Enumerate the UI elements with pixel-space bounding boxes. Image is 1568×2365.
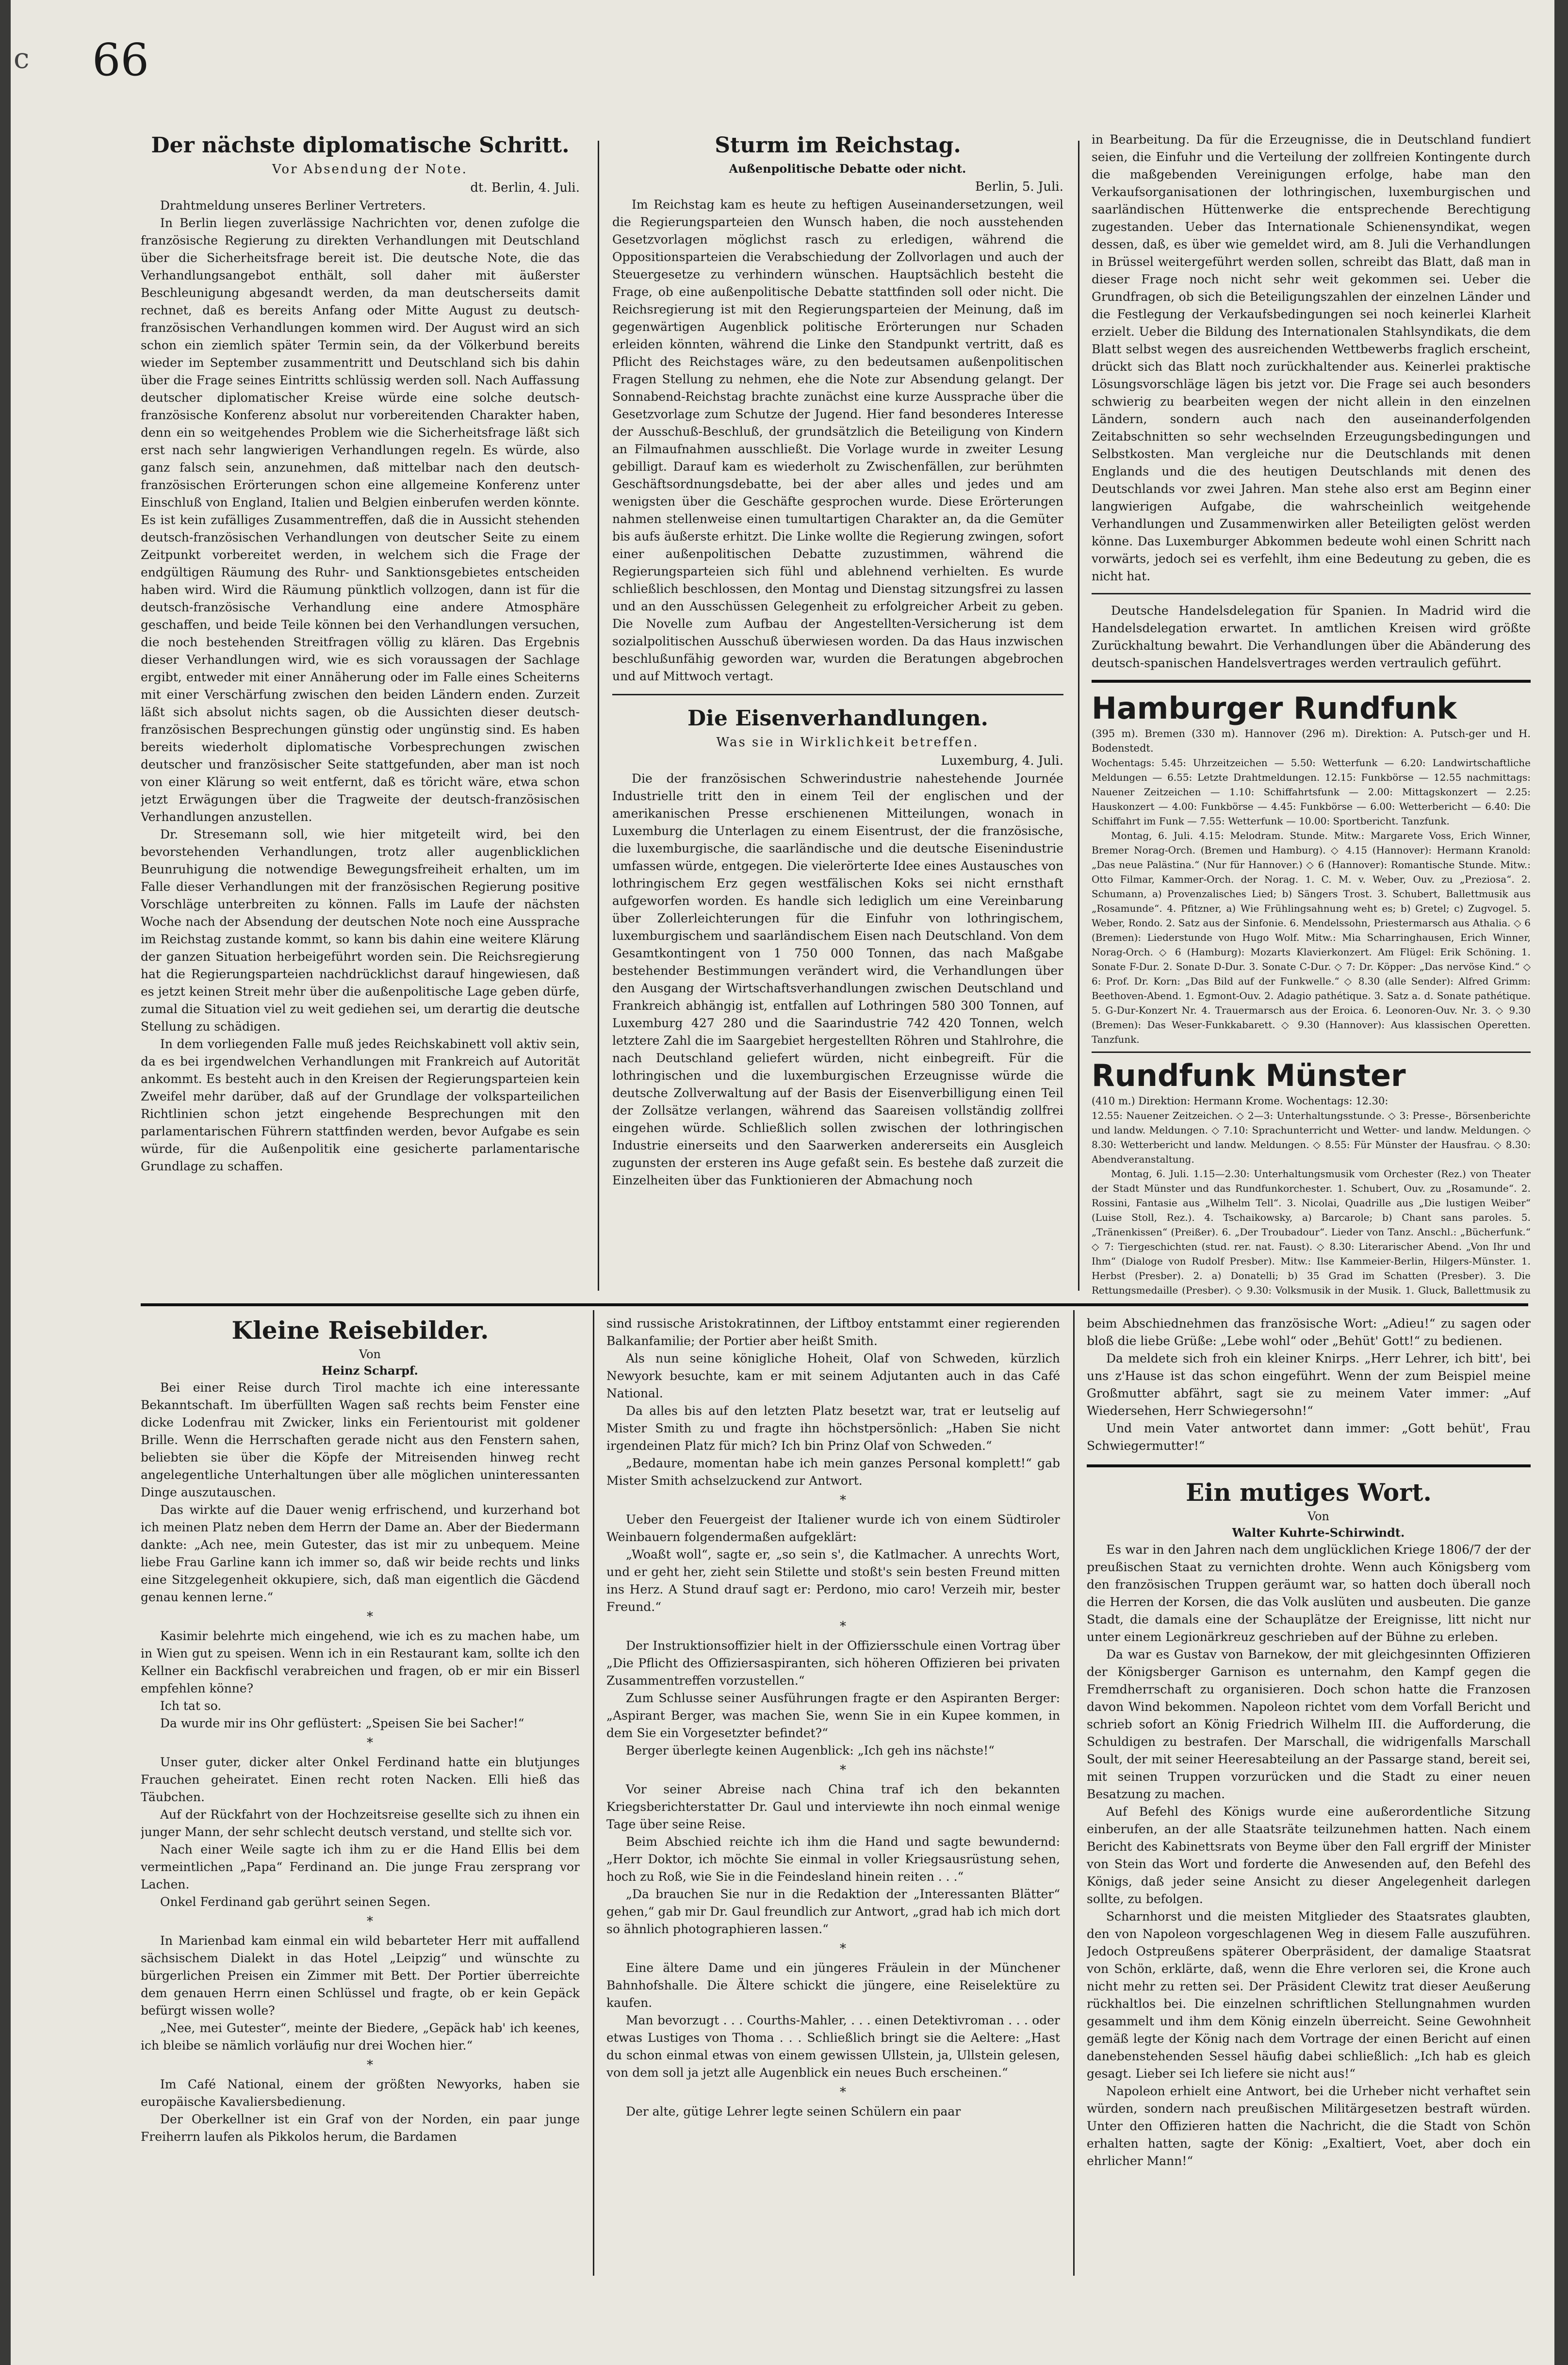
byline-von: Von — [359, 1347, 381, 1361]
edge-mark: c — [14, 42, 30, 75]
paragraph: In dem vorliegenden Falle muß jedes Reichskabinett voll aktiv sein, da es bei irgendwelchen Verhandlungen mit Frankreich auf Autorität ankommt. Es besteht auch in den Kreisen der Regierungsparteien kein Zweifel mehr darüber, daß auf der Grundlage der volksparteilichen Richtlinien schon jetzt eingehende Besprechungen mit den parlamentarischen Führern stattfinden werden, bevor Aufgabe es sein würde, für die Außenpolitik eine gesicherte parlamentarische Grundlage zu schaffen. — [141, 1037, 580, 1173]
paragraph: Und mein Vater antwortet dann immer: „Gott behüt', Frau Schwiegermutter!“ — [1087, 1421, 1531, 1453]
paragraph: Unser guter, dicker alter Onkel Ferdinand hatte ein blutjunges Frauchen geheiratet. Einen recht roten Nacken. Elli hieß das Täubchen. — [141, 1755, 580, 1804]
subheadline: Was sie in Wirklichkeit betreffen. — [716, 735, 979, 750]
headline: Ein mutiges Wort. — [1186, 1478, 1432, 1507]
paragraph: Eine ältere Dame und ein jüngeres Fräulein in der Münchener Bahnhofshalle. Die Ältere schickt die jüngere, eine Reiselektüre zu kaufen. — [606, 1961, 1060, 2010]
headline: Kleine Reisebilder. — [231, 1316, 489, 1345]
page-number: 66 — [92, 34, 149, 86]
article-travel-pictures — [141, 1315, 580, 2276]
separator-star: * — [367, 2058, 373, 2072]
scan-border-right — [1554, 0, 1568, 2365]
article-divider — [1092, 593, 1531, 594]
separator-star: * — [840, 1493, 846, 1508]
paragraph: „Da brauchen Sie nur in die Redaktion der „Interessanten Blätter“ gehen,“ gab mir Dr. Gaul freundlich zur Antwort, „grad hab ich mich dort so ähnlich photographieren lassen.“ — [606, 1887, 1060, 1936]
dateline: dt. Berlin, 4. Juli. — [470, 181, 580, 195]
radio-divider — [1092, 1051, 1531, 1053]
paragraph: In Marienbad kam einmal ein wild bebarteter Herr mit auffallend sächsischem Dialekt in das Hotel „Leipzig“ und wünschte zu bürgerlichen Preisen ein Zimmer mit Bett. Der Portier überreichte dem genauen Herrn einen Schlüssel und fragte, ob er kein Gepäck befürgt wissen wolle? — [141, 1934, 580, 2018]
paragraph: Dr. Stresemann soll, wie hier mitgeteilt wird, bei den bevorstehenden Verhandlungen, trotz aller augenblicklichen Beunruhigung die notwendige Bewegungsfreiheit erhalten, um im Falle dieser Verhandlungen mit der französischen Regierung positive Vorschläge unterbreiten zu können. Falls im Laufe der nächsten Woche nach der Absendung der deutschen Note noch eine Aussprache im Reichstag zustande kommt, so kann bis dahin eine weitere Klärung der ganzen Situation herbeigeführt worden sein. Die Reichsregierung hat die Regierungsparteien nachdrücklichst darauf hingewiesen, daß es jetzt keinen Streit mehr über die außenpolitische Lage geben dürfe, zumal die Situation viel zu weit gediehen sei, um derartig die deutsche Stellung zu schädigen. — [141, 827, 580, 1034]
separator-star: * — [840, 2085, 846, 2100]
radio-muenster-program: Montag, 6. Juli. 1.15—2.30: Unterhaltungsmusik vom Orchester (Rez.) von Theater der Stadt Münster und das Rundfunkorchester. 1. Schubert, Ouv. zu „Rosamunde“. 2. Rossini, Fantasie aus „Wilhelm Tell“. 3. Nicolai, Quadrille aus „Die lustigen Weiber“ (Luise Stoll, Rez.). 4. Tschaikowsky, a) Barcarole; b) Chant sans paroles. 5. „Tränenkissen“ (Preißer). 6. „Der Troubadour“. Lieder von Tanz. Anschl.: „Bücherfunk.“ ◇ 7: Tiergeschichten (stud. rer. nat. Faust). ◇ 8.30: Literarischer Abend. „Von Ihr und Ihm“ (Dialoge von Rudolf Presber). Mitw.: Ilse Kammeier-Berlin, Hilgers-Münster. 1. Herbst (Presber). 2. a) Donatelli; b) 35 Grad im Schatten (Presber). 3. Die Rettungsmedaille (Presber). ◇ 9.30: Volksmusik in der Musik. 1. Gluck, Ballettmusik zu — [1092, 1168, 1531, 1296]
travel-pictures-continued — [606, 1315, 1060, 2276]
radio-hamburg-header: (395 m). Bremen (330 m). Hannover (296 m). Direktion: A. Putsch-ger und H. Bodenstedt. — [1092, 728, 1531, 754]
paragraph: Kasimir belehrte mich eingehend, wie ich es zu machen habe, um in Wien gut zu speisen. Wenn ich in ein Restaurant kam, sollte ich den Kellner ein Backfischl verabreichen und fragen, ob er mir ein Bisserl empfehlen könne? — [141, 1629, 580, 1695]
article-reichstag — [612, 131, 1063, 1296]
paragraph: Nach einer Weile sagte ich ihm zu er die Hand Ellis bei dem vermeintlichen „Papa“ Ferdinand an. Die junge Frau zersprang vor Lachen. — [141, 1842, 580, 1891]
section-divider — [141, 1303, 1528, 1306]
paragraph: Vor seiner Abreise nach China traf ich den bekannten Kriegsberichterstatter Dr. Gaul und interviewte ihn noch einmal wenige Tage über seine Reise. — [606, 1782, 1060, 1831]
paragraph: Als nun seine königliche Hoheit, Olaf von Schweden, kürzlich Newyork besuchte, kam er mit seinem Adjutanten auch in das Café National. — [606, 1351, 1060, 1400]
subheadline: Außenpolitische Debatte oder nicht. — [729, 162, 966, 176]
separator-star: * — [367, 1914, 373, 1929]
radio-hamburg-title: Hamburger Rundfunk — [1092, 690, 1457, 726]
paragraph: Zum Schlusse seiner Ausführungen fragte er den Aspiranten Berger: „Aspirant Berger, was machen Sie, wenn Sie in ein Kupee kommen, in dem Sie ein Vorgesetzter befindet?“ — [606, 1691, 1060, 1740]
paragraph: Onkel Ferdinand gab gerührt seinen Segen. — [160, 1895, 431, 1909]
paragraph: Der Oberkellner ist ein Graf von der Norden, ein paar junge Freiherrn laufen als Pikkolos herum, die Bardamen — [141, 2112, 580, 2144]
paragraph: Napoleon erhielt eine Antwort, bei die Urheber nicht verhaftet sein würden, sondern nach preußischen Militärgesetzen bestraft würden. Unter den Offizieren hatten die Nachricht, die die Stadt von Schön erhalten hatten, sagte der König: „Exaltiert, Voet, aber doch ein ehrlicher Mann!“ — [1087, 2084, 1531, 2168]
subheadline: Vor Absendung der Note. — [272, 162, 468, 177]
paragraph: beim Abschiednehmen das französische Wort: „Adieu!“ zu sagen oder bloß die liebe Grüße: „Lebe wohl“ oder „Behüt' Gott!“ zu bedienen. — [1087, 1316, 1531, 1348]
paragraph: Da war es Gustav von Barnekow, der mit gleichgesinnten Offizieren der Königsberger Garnison es unternahm, den Kampf gegen die Fremdherrschaft zu organisieren. Doch schon hatte die Franzosen davon Wind bekommen. Napoleon richtet vom dem Vorfall Bericht und schrieb sofort an König Friedrich Wilhelm III. die Aufforderung, die Schuldigen zu bestrafen. Der Marschall, die widrigenfalls Marschall Soult, der mit seiner Heeresabteilung an der Passarge stand, bereit sei, mit seinen Truppen vorzurücken und die Stadt zu einer neuen Besatzung zu machen. — [1087, 1647, 1531, 1801]
paragraph: Bei einer Reise durch Tirol machte ich eine interessante Bekanntschaft. Im überfüllten Wagen saß rechts beim Fenster eine dicke Lodenfrau mit Zwicker, links ein Ferientourist mit goldener Brille. Wenn die Herrschaften gerade nicht aus den Fenstern sahen, beliebten sie über die Köpfe der Mitreisenden hinweg recht angelegentliche Unterhaltungen über alle möglichen uninteressanten Dinge auszutauschen. — [141, 1380, 580, 1499]
headline: Sturm im Reichstag. — [715, 133, 961, 158]
paragraph: Ich tat so. — [160, 1699, 222, 1713]
article-divider — [1087, 1464, 1531, 1467]
paragraph: „Nee, mei Gutester“, meinte der Biedere, „Gepäck hab' ich keenes, ich bleibe se nämlich vorläufig nur drei Wochen hier.“ — [141, 2021, 580, 2053]
article-brave-word — [1087, 1315, 1531, 2276]
author: Heinz Scharpf. — [322, 1363, 418, 1378]
headline: Die Eisenverhandlungen. — [687, 706, 988, 731]
radio-hamburg — [1092, 690, 1531, 1047]
paragraph: Der alte, gütige Lehrer legte seinen Schülern ein paar — [626, 2104, 961, 2119]
paragraph: Drahtmeldung unseres Berliner Vertreters. — [160, 198, 426, 213]
article-divider — [612, 694, 1063, 695]
radio-muenster-schedule: 12.55: Nauener Zeitzeichen. ◇ 2—3: Unterhaltungsstunde. ◇ 3: Presse-, Börsenberichte und landw. Meldungen. ◇ 7.10: Sprachunterricht und Wetter- und landw. Meldungen. ◇ 8.30: Wetterbericht und landw. Meldungen. ◇ 8.55: Für Münster der Hausfrau. ◇ 8.30: Abendveranstaltung. — [1092, 1110, 1531, 1165]
headline: Der nächste diplomatische Schritt. — [151, 133, 570, 158]
paragraph: Da alles bis auf den letzten Platz besetzt war, trat er leutselig auf Mister Smith zu und fragte ihn höchstpersönlich: „Haben Sie nicht irgendeinen Platz für mich? Ich bin Prinz Olaf von Schweden.“ — [606, 1404, 1060, 1453]
radio-hamburg-program: Montag, 6. Juli. 4.15: Melodram. Stunde. Mitw.: Margarete Voss, Erich Winner, Bremer Norag-Orch. (Bremen und Hamburg). ◇ 4.15 (Hannover): Hermann Kranold: „Das neue Palästina.“ (Nur für Hannover.) ◇ 6 (Hannover): Romantische Stunde. Mitw.: Otto Filmar, Kammer-Orch. der Norag. 1. C. M. v. Weber, Ouv. zu „Preziosa“. 2. Schumann, a) Provenzalisches Lied; b) Sängers Trost. 3. Schubert, Ballettmusik aus „Rosamunde“. 4. Pfitzner, a) Wie Frühlingsahnung weht es; b) Gretel; c) Zugvogel. 5. Weber, Rondo. 2. Satz aus der Sinfonie. 6. Mendelssohn, Priestermarsch aus Athalia. ◇ 6 (Bremen): Liederstunde von Hugo Wolf. Mitw.: Mia Scharringhausen, Erich Winner, Norag-Orch. ◇ 6 (Hamburg): Mozarts Klavierkonzert. Am Flügel: Erik Schöning. 1. Sonate F-Dur. 2. Sonate D-Dur. 3. Sonate C-Dur. ◇ 7: Dr. Köpper: „Das nervöse Kind.“ ◇ 6: Prof. Dr. Korn: „Das Bild auf der Funkwelle.“ ◇ 8.30 (alle Sender): Alfred Grimm: Beethoven-Abend. 1. Egmont-Ouv. 2. Adagio pathétique. 3. Satz a. d. Sonate pathétique. 5. G-Dur-Konzert Nr. 4. Trauermarsch aus der Eroica. 6. Leonoren-Ouv. Nr. 3. ◇ 9.30 (Bremen): Das Weser-Funkkabarett. ◇ 9.30 (Hannover): Aus klassischen Operetten. Tanzfunk. — [1092, 830, 1531, 1045]
paragraph: „Bedaure, momentan habe ich mein ganzes Personal komplett!“ gab Mister Smith achselzuckend zur Antwort. — [606, 1456, 1060, 1488]
paragraph: Da meldete sich froh ein kleiner Knirps. „Herr Lehrer, ich bitt', bei uns z'Hause ist das schon eingeführt. Wenn der zum Beispiel meine Großmutter abfährt, sagt sie zu meinem Vater immer: „Auf Wiedersehen, Herr Schwiegersohn!“ — [1087, 1351, 1531, 1418]
paragraph: Im Café National, einem der größten Newyorks, haben sie europäische Kavaliersbedienung. — [141, 2077, 580, 2109]
radio-muenster-header: (410 m.) Direktion: Hermann Krome. Wochentags: 12.30: — [1092, 1095, 1388, 1107]
paragraph: Beim Abschied reichte ich ihm die Hand und sagte bewundernd: „Herr Doktor, ich möchte Sie einmal in voller Kriegsausrüstung sehen, hoch zu Roß, wie Sie in die Feindesland hinein reiten . . .“ — [606, 1835, 1060, 1884]
column-rule — [598, 141, 599, 1291]
paragraph: „Woaßt woll“, sagte er, „so sein s', die Katlmacher. A unrechts Wort, und er geht her, zieht sein Stilette und stoßt's sein besten Freund mitten ins Herz. A Stund drauf sagt er: Perdono, mio caro! Verzeih mir, bester Freund.“ — [606, 1547, 1060, 1614]
separator-star: * — [367, 1736, 373, 1750]
paragraph: Auf der Rückfahrt von der Hochzeitsreise gesellte sich zu ihnen ein junger Mann, der sehr schlecht deutsch verstand, und stellte sich vor. — [141, 1807, 580, 1839]
paragraph: Ueber den Feuergeist der Italiener wurde ich von einem Südtiroler Weinbauern folgendermaßen aufgeklärt: — [606, 1512, 1060, 1544]
column-rule — [1073, 1310, 1075, 2276]
article-diplomatic-step — [141, 131, 580, 1296]
author: Walter Kuhrte-Schirwindt. — [1232, 1526, 1405, 1540]
notice: Deutsche Handelsdelegation für Spanien. In Madrid wird die Handelsdelegation erwartet. In amtlichen Kreisen wird größte Zurückhaltung bewahrt. Die Verhandlungen über die Abänderung des deutsch-spanischen Handelsvertrages werden vertraulich geführt. — [1092, 604, 1531, 670]
byline-von: Von — [1307, 1510, 1330, 1523]
column-rule — [593, 1310, 594, 2276]
paragraph: Im Reichstag kam es heute zu heftigen Auseinandersetzungen, weil die Regierungsparteien den Wunsch haben, die noch ausstehenden Gesetzvorlagen möglichst rasch zu erledigen, während die Oppositionsparteien die Verabschiedung der Zollvorlagen und auch der Steuergesetze zu verhindern wünschen. Hauptsächlich besteht die Frage, ob eine außenpolitische Debatte stattfinden soll oder nicht. Die Reichsregierung ist mit den Regierungsparteien der Meinung, daß im gegenwärtigen Augenblick politische Erörterungen nur Schaden erleiden könnten, während die Linke den Standpunkt vertritt, daß es Pflicht des Reichstages wäre, zu den bedeutsamen außenpolitischen Fragen Stellung zu nehmen, ehe die Note zur Absendung gelangt. Der Sonnabend-Reichstag brachte zunächst eine kurze Aussprache über die Gesetzvorlage zum Schutze der Jugend. Hier fand besonderes Interesse der Ausschuß-Beschluß, der grundsätzlich die Beteiligung von Kindern an Filmaufnahmen ausschließt. Die Vorlage wurde in zweiter Lesung gebilligt. Darauf kam es wiederholt zu Zwischenfällen, zur berühmten Geschäftsordnungsdebatte, bei der aber alles und jedes und am wenigsten über die Geschäfte gesprochen wurde. Diese Erörterungen nahmen stellenweise einen tumultartigen Charakter an, da die Gemüter bis aufs äußerste erhitzt. Die Linke wollte die Regierung zwingen, sofort einer außenpolitischen Debatte zuzustimmen, während die Regierungsparteien sich fühl und ablehnend verhielten. Es wurde schließlich beschlossen, den Montag und Dienstag sitzungsfrei zu lassen und an den Ausschüssen Gelegenheit zu erfolgreicher Arbeit zu geben. Die Novelle zum Aufbau der Angestellten-Versicherung ist dem sozialpolitischen Ausschuß überwiesen worden. Da das Haus inzwischen beschlußunfähig geworden war, wurden die Beratungen abgebrochen und auf Mittwoch vertagt. — [612, 197, 1063, 683]
radio-muenster-title: Rundfunk Münster — [1092, 1058, 1406, 1093]
paragraph: Berger überlegte keinen Augenblick: „Ich geh ins nächste!“ — [626, 1743, 995, 1757]
paragraph: In Berlin liegen zuverlässige Nachrichten vor, denen zufolge die französische Regierung zu direkten Verhandlungen mit Deutschland über die Sicherheitsfrage bereit ist. Die deutsche Note, die das Verhandlungsangebot enthält, soll daher mit äußerster Beschleunigung abgesandt werden, da man deutscherseits damit rechnet, daß es bereits Anfang oder Mitte August zu deutsch-französischen Verhandlungen kommen wird. Der August wird an sich schon ein ziemlich später Termin sein, da der Völkerbund bereits wieder im September zusammentritt und Deutschland sich bis dahin über die Frage seines Eintritts schlüssig werden soll. Nach Auffassung deutscher diplomatischer Kreise würde eine solche deutsch-französische Konferenz absolut nur vorbereitenden Charakter haben, denn ein so weitgehendes Problem wie die Sicherheitsfrage läßt sich erst nach sehr langwierigen Verhandlungen regeln. Es würde, also ganz falsch sein, anzunehmen, daß mittelbar nach den deutsch-französischen Erörterungen schon eine allgemeine Konferenz unter Einschluß von England, Italien und Belgien einberufen werden könnte. Es ist kein zufälliges Zusammentreffen, daß die in Aussicht stehenden deutsch-französischen Verhandlungen von deutscher Seite zu einem Zeitpunkt vorbereitet werden, in welchem sich die Frage der endgültigen Räumung des Ruhr- und Sanktionsgebietes entscheiden haben wird. Wird die Räumung pünktlich vollzogen, dann ist für die deutsch-französische Verhandlung eine andere Atmosphäre geschaffen, und beide Teile können bei den Verhandlungen versuchen, die noch bestehenden Streitfragen völlig zu klären. Das Ergebnis dieser Verhandlungen wird, wie es sich voraussagen der Sachlage ergibt, entweder mit einer Annäherung oder im Falle eines Scheiterns mit einer Verschärfung zwischen den beiden Ländern enden. Zurzeit läßt sich absolut nichts sagen, ob die Aussichten dieser deutsch-französischen Besprechungen günstig oder ungünstig sind. Es haben bereits wiederholt diplomatische Vorbesprechungen zwischen deutscher und französischer Seite stattgefunden, aber man ist noch von einer Klärung so weit entfernt, daß es töricht wäre, etwa schon jetzt Erwägungen über die Tragweite der deutsch-französischen Verhandlungen anzustellen. — [141, 216, 580, 824]
radio-muenster — [1092, 1058, 1531, 1296]
separator-star: * — [367, 1610, 373, 1624]
paragraph: Die der französischen Schwerindustrie nahestehende Journée Industrielle tritt den in einem Teil der englischen und der amerikanischen Presse erschienenen Mitteilungen, wonach in Luxemburg die Unterlagen zu einem Eisentrust, der die französische, die luxemburgische, die saarländische und die deutsche Eisenindustrie umfassen würde, entgegen. Die vielerörterte Idee eines Austausches von lothringischem Erz gegen westfälischen Koks sei nicht ernsthaft aufgeworfen worden. Es handle sich lediglich um eine Vereinbarung über Zollerleichterungen für die Einfuhr von lothringischem, luxemburgischem und saarländischem Eisen nach Deutschland. Von dem Gesamtkontingent von 1 750 000 Tonnen, das nach Maßgabe bestehender Bestimmungen verändert wird, die Verhandlungen über den Ausgang der Wirtschaftsverhandlungen zwischen Deutschland und Frankreich abhängig ist, entfallen auf Lothringen 580 300 Tonnen, auf Luxemburg 427 280 und die Saarindustrie 742 420 Tonnen, welch letztere Zahl die im Saargebiet hergestellten Röhren und Stahlrohre, die nach Deutschland geliefert würden, nicht einbegreift. Für die lothringischen und die luxemburgischen Erzeugnisse würde die deutsche Zollverwaltung auf der Basis der Eisenverbilligung einen Teil der Zollsätze verlangen, während das Saareisen vollständig zollfrei eingehen würde. Schließlich sollen zwischen der lothringischen Industrie einerseits und den Saarwerken andererseits ein Ausgleich zugunsten der ersteren ins Auge gefaßt sein. Es bestehe daß zurzeit die Einzelheiten über das Funktionieren der Abmachung noch — [612, 772, 1063, 1187]
paragraph: Der Instruktionsoffizier hielt in der Offiziersschule einen Vortrag über „Die Pflicht des Offiziersaspiranten, sich höheren Offizieren bei privaten Zusammentreffen vorzustellen.“ — [606, 1639, 1060, 1688]
scan-border-left — [0, 0, 11, 2365]
column-three — [1092, 131, 1531, 1296]
radio-divider — [1092, 680, 1531, 683]
paragraph: sind russische Aristokratinnen, der Liftboy entstammt einer regierenden Balkanfamilie; der Portier aber heißt Smith. — [606, 1316, 1060, 1348]
paragraph: in Bearbeitung. Da für die Erzeugnisse, die in Deutschland fundiert seien, die Einfuhr und die Verteilung der zollfreien Kontingente durch die maßgebenden Vereinigungen erfolge, habe man den Verkaufsorganisationen der lothringischen, luxemburgischen und saarländischen Hüttenwerke die entsprechende Berechtigung zugestanden. Ueber das Internationale Schienensyndikat, wegen dessen, daß, es über wie gemeldet wird, am 8. Juli die Verhandlungen in Brüssel weitergeführt werden sollen, schreibt das Blatt, daß man in dieser Frage noch nicht sehr weit gekommen sei. Ueber die Grundfragen, ob sich die Beteiligungszahlen der einzelnen Länder und die Festlegung der Verkaufsbedingungen sei noch keinerlei Klarheit erzielt. Ueber die Bildung des Internationalen Stahlsyndikats, die dem Blatt selbst wegen des ausreichenden Wettbewerbs fraglich erscheint, drückt sich das Blatt noch zurückhaltender aus. Keinerlei praktische Lösungsvorschläge lägen bis jetzt vor. Die Frage sei auch besonders schwierig zu bearbeiten wegen der nicht allein in den einzelnen Ländern, sondern auch nach den auseinanderfolgenden Zeitabschnitten so sehr wechselnden Erzeugungsbedingungen und Selbstkosten. Man vergleiche nur die Deutschlands mit denen Englands und die des heutigen Deutschlands mit denen des Deutschlands vor zwei Jahren. Man stehe also erst am Beginn einer langwierigen Aufgabe, die wahrscheinlich weitgehende Verhandlungen und Zusammenwirken aller Beteiligten gelöst werden könne. Das Luxemburger Abkommen bedeute wohl einen Schritt nach vorwärts, jedoch sei es verfehlt, ihm eine Bedeutung zu geben, die es nicht hat. — [1092, 132, 1531, 583]
paragraph: Das wirkte auf die Dauer wenig erfrischend, und kurzerhand bot ich meinen Platz neben dem Herrn der Dame an. Aber der Biedermann dankte: „Ach nee, mein Gutester, das ist mir zu unbequem. Meine liebe Frau Garline kann ich immer so, daß wir beide rechts und links eine Sitzgelegenheit okkupiere, sich, daß man eigentlich die Gäcdend genau kennen lerne.“ — [141, 1503, 580, 1604]
separator-star: * — [840, 1941, 846, 1956]
dateline: Berlin, 5. Juli. — [975, 180, 1063, 194]
separator-star: * — [840, 1763, 846, 1777]
paragraph: Scharnhorst und die meisten Mitglieder des Staatsrates glaubten, den von Napoleon vorgeschlagenen Weg in diesem Falle auszuführen. Jedoch Ostpreußens späterer Oberpräsident, der damalige Staatsrat von Schön, erklärte, daß, wenn die Ehre verloren sei, die Krone auch nicht mehr zu retten sei. Der Präsident Clewitz trat dieser Aeußerung rückhaltlos bei. Die einzelnen schriftlichen Stellungnahmen wurden gesammelt und ihm dem König einzeln überreicht. Seine Gewohnheit gemäß legte der König nach dem Vortrage der einen Bericht auf einen danebenstehenden Sessel häufig dabei schließlich: „Ich hab es gleich gesagt. Lieber sei Ich liefere sie nicht aus!“ — [1087, 1909, 1531, 2081]
separator-star: * — [840, 1619, 846, 1634]
column-rule — [1078, 141, 1079, 1291]
paragraph: Es war in den Jahren nach dem unglücklichen Kriege 1806/7 der der preußischen Staat zu vernichten drohte. Wenn auch Königsberg vom den französischen Truppen geräumt war, so hatten doch überall noch die Herren der Korsen, die das Volk auslüten und ausbeuten. Die ganze Stadt, die damals eine der Schauplätze der Ereignisse, litt nicht nur unter einem Legionärkreuz geschrieben auf der Bühne zu erleben. — [1087, 1543, 1531, 1644]
paragraph: Da wurde mir ins Ohr geflüstert: „Speisen Sie bei Sacher!“ — [160, 1716, 524, 1730]
paragraph: Auf Befehl des Königs wurde eine außerordentliche Sitzung einberufen, an der alle Staatsräte teilzunehmen hatten. Nach einem Bericht des Kabinettsrats von Beyme über den Fall ergriff der Minister von Stein das Wort und forderte die Anwesenden auf, den Befehl des Königs, daß jeder seine Ansicht zu dieser Angelegenheit darlegen sollte, zu befolgen. — [1087, 1805, 1531, 1906]
paragraph: Man bevorzugt . . . Courths-Mahler, . . . einen Detektivroman . . . oder etwas Lustiges von Thoma . . . Schließlich bringt sie die Aeltere: „Hast du schon einmal etwas von einem gewissen Ullstein, ja, Ullstein gelesen, von dem soll ja jetzt alle Augenblick ein neues Buch erscheinen.“ — [606, 2013, 1060, 2080]
radio-hamburg-schedule: Wochentags: 5.45: Uhrzeitzeichen — 5.50: Wetterfunk — 6.20: Landwirtschaftliche Meldungen — 6.55: Letzte Drahtmeldungen. 12.15: Funkbörse — 12.55 nachmittags: Nauener Zeitzeichen — 1.10: Schiffahrtsfunk — 2.00: Mittagskonzert — 2.25: Hauskonzert — 4.00: Funkbörse — 4.45: Funkbörse — 6.00: Wetterbericht — 6.40: Die Schiffahrt im Funk — 7.55: Wetterfunk — 10.00: Sportbericht. Tanzfunk. — [1092, 757, 1531, 827]
dateline: Luxemburg, 4. Juli. — [941, 754, 1063, 768]
